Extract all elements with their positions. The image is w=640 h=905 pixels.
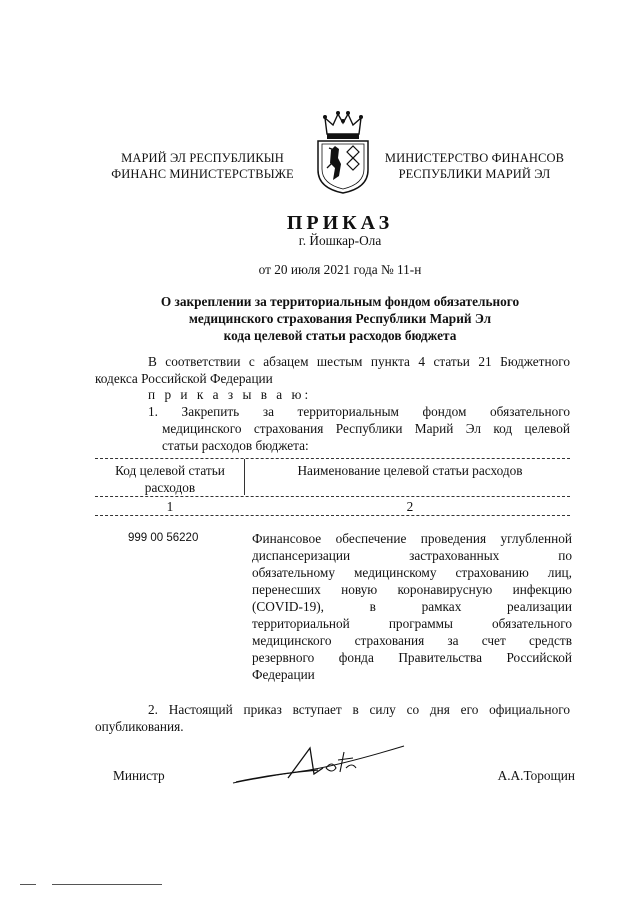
row-name-line6: территориальной программы обязательного xyxy=(252,616,572,631)
order-word: п р и к а з ы в а ю: xyxy=(148,387,312,402)
row-name-line1: Финансовое обеспечение проведения углубленной xyxy=(252,531,572,546)
header-right xyxy=(382,150,567,182)
table-header-border xyxy=(95,496,570,497)
handwritten-signature xyxy=(228,738,408,788)
subject-line3: кода целевой статьи расходов бюджета xyxy=(223,328,457,343)
row-name-line2: диспансеризации застрахованных по xyxy=(252,548,572,563)
subject-line1: О закреплении за территориальным фондом обязательного xyxy=(160,294,520,309)
table-colnum-1: 1 xyxy=(166,499,174,514)
signature-name: А.А.Торощин xyxy=(497,768,575,783)
table-row-name xyxy=(252,530,572,683)
header-left-line1: МАРИЙ ЭЛ РЕСПУБЛИКЫН xyxy=(121,151,284,165)
header-right-line1: МИНИСТЕРСТВО ФИНАНСОВ xyxy=(384,151,565,165)
city: г. Йошкар-Ола xyxy=(298,233,382,248)
intro-line1: В соответствии с абзацем шестым пункта 4 статьи 21 Бюджетного xyxy=(148,354,570,369)
table-colnum-2: 2 xyxy=(406,499,414,514)
row-name-line5: (COVID-19), в рамках реализации xyxy=(252,599,572,614)
footer-mark-short xyxy=(20,884,36,885)
row-name-line4: перенесших новую коронавирусную инфекцию xyxy=(252,582,572,597)
table-column-divider xyxy=(244,459,245,495)
signature-position: Министр xyxy=(113,768,165,783)
item1-line3: статьи расходов бюджета: xyxy=(162,438,309,453)
date-number: от 20 июля 2021 года № 11-н xyxy=(258,262,422,277)
footer-mark-long xyxy=(52,884,162,885)
subject-line2: медицинского страхования Республики Марий Эл xyxy=(188,311,492,326)
table-header-code-line2: расходов xyxy=(144,480,196,495)
table-header-code xyxy=(100,462,240,496)
item1-line1: 1. Закрепить за территориальным фондом обязательного xyxy=(148,404,570,419)
table-top-border xyxy=(95,458,570,459)
header-left xyxy=(100,150,305,182)
document-type: ПРИКАЗ xyxy=(286,212,394,234)
intro-line2: кодекса Российской Федерации xyxy=(95,371,273,386)
subject xyxy=(95,293,585,344)
row-name-line3: обязательному медицинскому страхованию лиц, xyxy=(252,565,572,580)
item2-line1: 2. Настоящий приказ вступает в силу со дня его официального xyxy=(148,702,570,717)
row-name-line7: медицинского страхования за счет средств xyxy=(252,633,572,648)
row-name-line8: резервного фонда Правительства Российской xyxy=(252,650,572,665)
table-header-name: Наименование целевой статьи расходов xyxy=(297,463,523,478)
row-name-line9: Федерации xyxy=(252,667,315,682)
coat-of-arms-icon xyxy=(313,108,373,194)
table-row-code: 999 00 56220 xyxy=(128,532,199,544)
table-header-code-line1: Код целевой статьи xyxy=(115,463,225,478)
item1-line2: медицинского страхования Республики Марий Эл код целевой xyxy=(162,421,570,436)
table-num-border xyxy=(95,515,570,516)
header-left-line2: ФИНАНС МИНИСТЕРСТВЫЖЕ xyxy=(111,167,294,181)
item2-line2: опубликования. xyxy=(95,719,184,734)
header-right-line2: РЕСПУБЛИКИ МАРИЙ ЭЛ xyxy=(398,167,551,181)
